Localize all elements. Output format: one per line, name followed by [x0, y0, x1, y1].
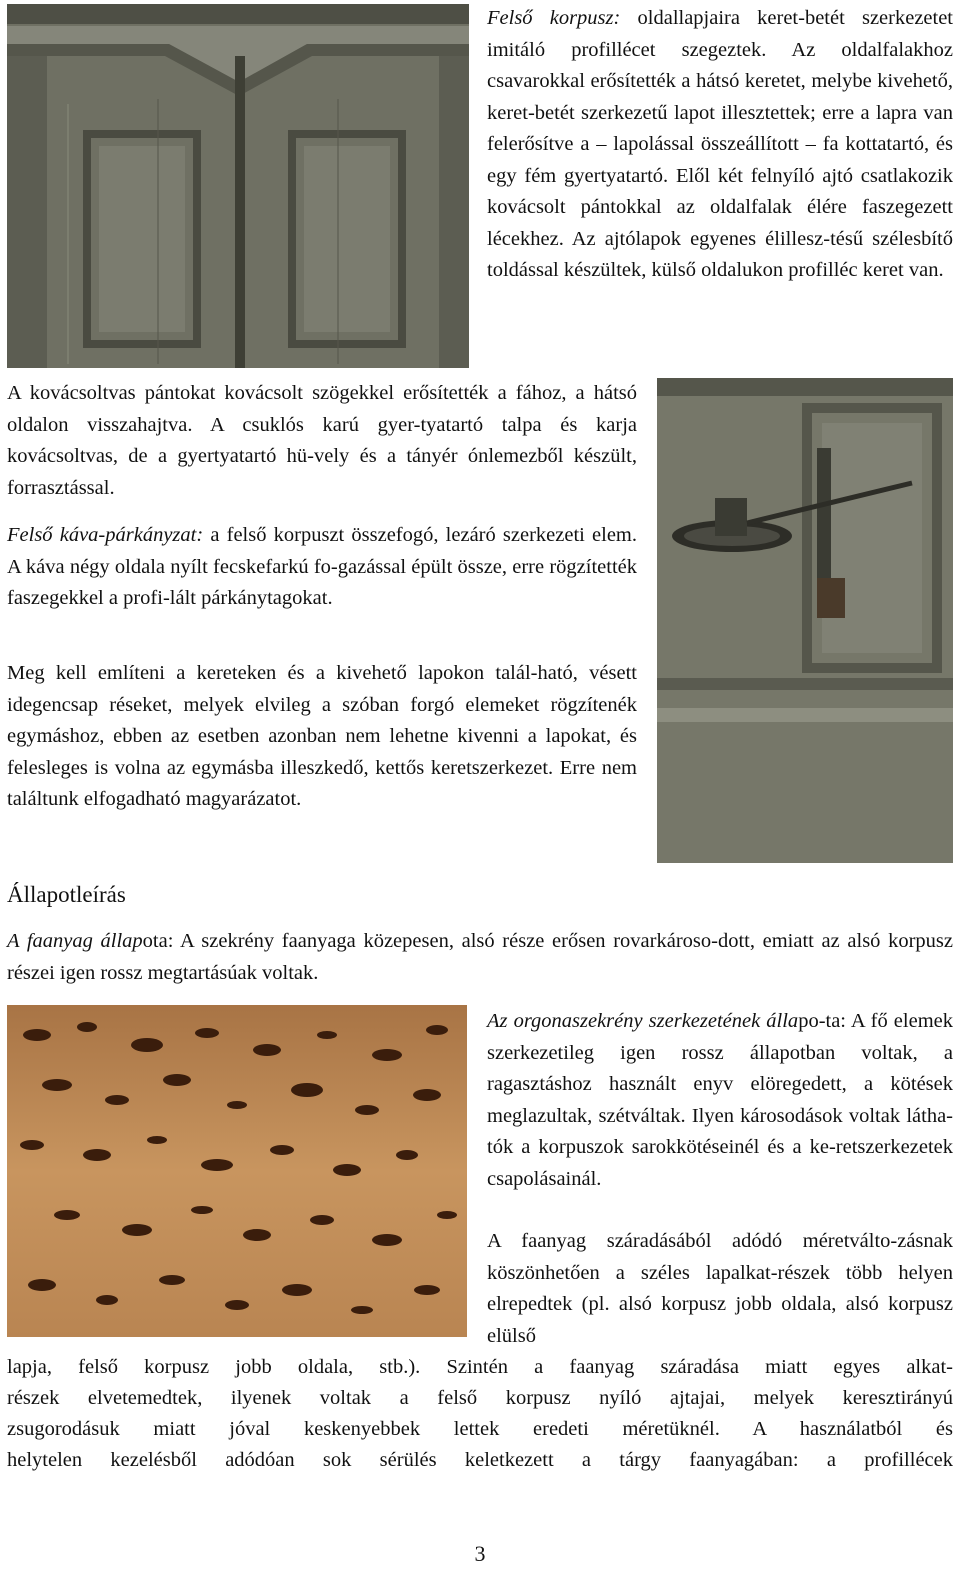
paragraph-szaradas-line-2: részek elvetemedtek, ilyenek voltak a felső korpusz nyíló ajtajai, melyek keresztirányú	[7, 1387, 953, 1409]
candle-holder-photo	[657, 378, 953, 863]
paragraph-body: oldallapjaira keret-betét szerkezetet imitáló profillécet szegeztek. Az oldalfalakhoz csavarokkal erősítették a hátsó keretet, melybe kivehető, keret-betét szerkezetű lapot illesztettek; erre a lapra van felerősítve a – lapolással összeállított – fa kottatartó, és egy fém gyertyatartó. Elől két felnyíló ajtó csatlakozik kovácsolt pántokkal az oldalfalak élére faszegezett lécekhez. Az ajtólapok egyenes élillesz-tésű szélesbítő toldással készültek, külső oldalukon profilléc keret van.	[487, 7, 954, 281]
paragraph-body: a felső korpuszt összefogó, lezáró szerkezeti elem. A káva négy oldala nyílt fecskefarkú fo-gazással épült össze, erre rögzítették faszegekkel a profi-lált párkánytagokat.	[7, 524, 637, 609]
paragraph-body: Meg kell említeni a kereteken és a kivehető lapokon talál-ható, vésett idegencsap réseket, melyek elvileg a szóban forgó elemeket rögzítenék egymáshoz, ebben az esetben azonban nem lehetne kivenni a lapokat, és felesleges is volna az egymásba illeszkedő, kettős keretszerkezet. Erre nem találtunk elfogadható magyarázatot.	[7, 662, 637, 810]
cabinet-top-photo	[7, 4, 469, 368]
paragraph-szaradas-line-4: helytelen kezelésből adódóan sok sérülés keletkezett a tárgy faanyagában: a profillécek	[7, 1449, 953, 1471]
woodworm-damage-photo	[7, 1005, 467, 1337]
paragraph-idegencsap	[7, 658, 637, 816]
paragraph-kovacsoltvas	[7, 378, 637, 504]
paragraph-body: A faanyag száradásából adódó méretválto-zásnak köszönhetően a széles lapalkat-részek több helyen elrepedtek (pl. alsó korpusz jobb oldala, alsó korpusz elülső	[487, 1230, 953, 1347]
paragraph-felso-kava	[7, 520, 637, 615]
paragraph-body: po-ta: A fő elemek szerkezetileg igen rossz állapotban voltak, a ragasztáshoz használt enyv elöregedett, a kötések meglazultak, szétváltak. Ilyen károsodások voltak látha-tók a korpuszok sarokkötéseinél és a ke-retszerkezetek csapolásainál.	[487, 1010, 953, 1190]
paragraph-body: A kovácsoltvas pántokat kovácsolt szögekkel erősítették a fához, a hátsó oldalon visszahajtva. A csuklós karú gyer-tyatartó talpa és karja kovácsoltvas, de a gyertyatartó hü-vely és a tányér ónlemezből készült, forrasztással.	[7, 382, 637, 499]
paragraph-label: Felső korpusz:	[487, 7, 621, 29]
paragraph-szaradas-line-1: lapja, felső korpusz jobb oldala, stb.). Szintén a faanyag száradása miatt egyes alkat-	[7, 1356, 953, 1378]
paragraph-szaradas-line-3: zsugorodásuk miatt jóval keskenyebbek lettek eredeti méretüknél. A használatból és	[7, 1418, 953, 1440]
paragraph-faanyag-allapota	[7, 926, 953, 989]
paragraph-felso-korpusz	[487, 3, 953, 287]
page-number: 3	[474, 1541, 486, 1566]
paragraph-label: A faanyag állap	[7, 930, 143, 952]
paragraph-body: : A szekrény faanyaga közepesen, alsó része erősen rovarkároso-dott, emiatt az alsó korpusz részei igen rossz megtartásúak voltak.	[7, 930, 953, 984]
paragraph-label: Felső káva-párkányzat:	[7, 524, 204, 546]
paragraph-label-tail: ota	[142, 930, 168, 952]
section-heading: Állapotleírás	[7, 882, 126, 907]
paragraph-orgonaszekreny	[487, 1006, 953, 1195]
paragraph-label: Az orgonaszekrény szerkezetének álla	[487, 1010, 799, 1032]
paragraph-szaradas-top	[487, 1226, 953, 1352]
